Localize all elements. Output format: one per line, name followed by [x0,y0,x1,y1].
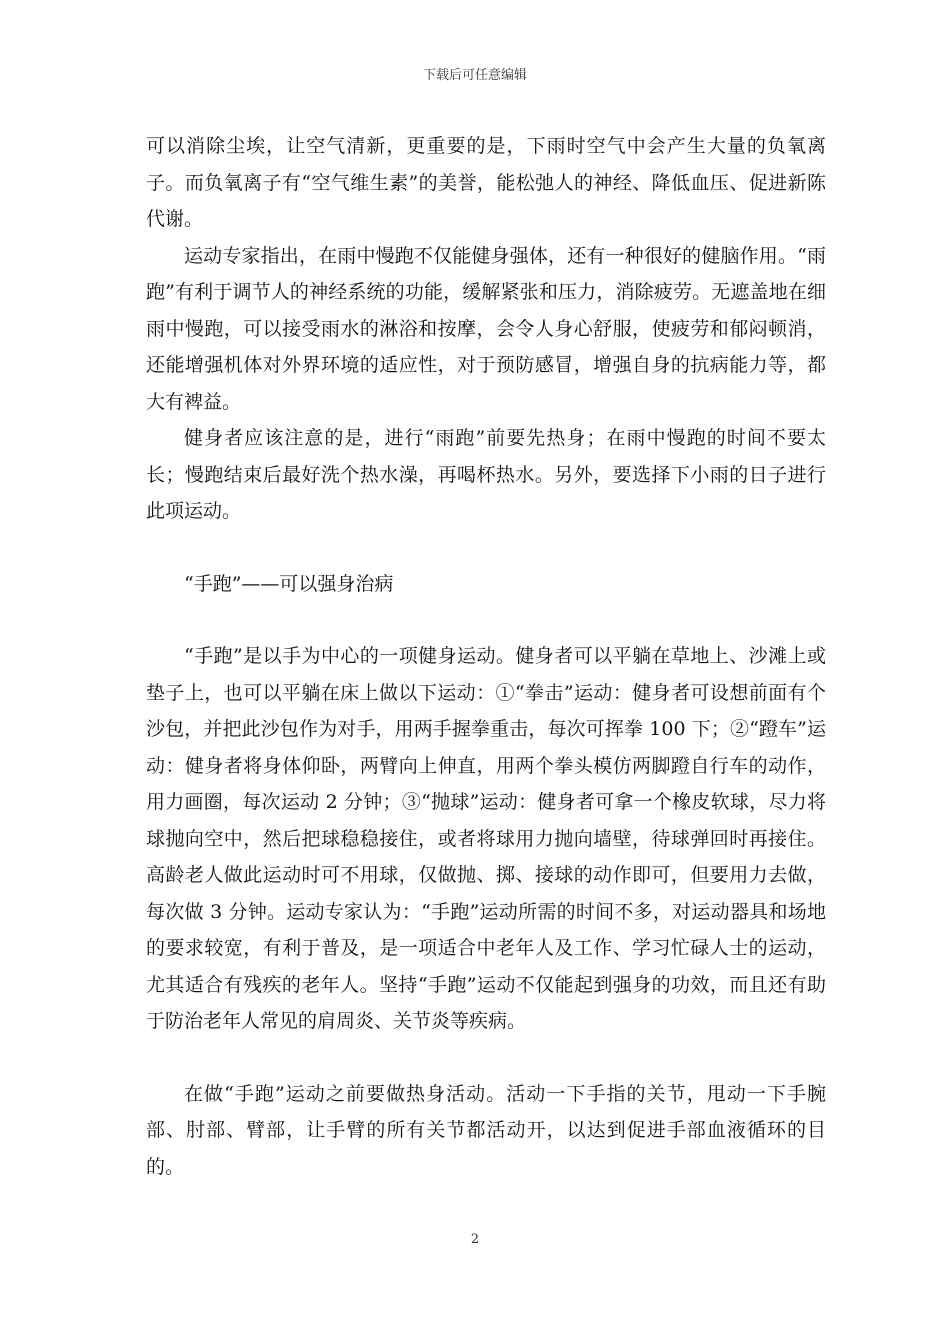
paragraph-warmup: 在做“手跑”运动之前要做热身活动。活动一下手指的关节，甩动一下手腕部、肘部、臂部，让手臂的所有关节都活动开，以达到促进手部血液循环的目的。 [146,1082,826,1178]
paragraph-rain-running-benefits: 运动专家指出，在雨中慢跑不仅能健身强体，还有一种很好的健脑作用。“雨跑”有利于调节人的神经系统的功能，缓解紧张和压力，消除疲劳。无遮盖地在细雨中慢跑，可以接受雨水的淋浴和按摩，会令人身心舒服，使疲劳和郁闷顿消，还能增强机体对外界环境的适应性，对于预防感冒，增强自身的抗病能力等，都大有裨益。 [146,244,826,413]
paragraph-rain-running-notes: 健身者应该注意的是，进行“雨跑”前要先热身；在雨中慢跑的时间不要太长；慢跑结束后最好洗个热水澡，再喝杯热水。另外，要选择下小雨的日子进行此项运动。 [146,427,826,522]
page-number: 2 [470,1232,480,1247]
paragraph-hand-running: “手跑”是以手为中心的一项健身运动。健身者可以平躺在草地上、沙滩上或垫子上，也可以平躺在床上做以下运动：①“拳击”运动：健身者可设想前面有个沙包，并把此沙包作为对手，用两手握拳重击，每次可挥拳 100 下；②“蹬车”运动：健身者将身体仰卧，两臂向上伸直，用两个拳头模仿两脚蹬自行车的动作，用力画圈，每次运动 2 分钟；③“抛球”运动：健身者可拿一个橡皮软球，尽力将球抛向空中，然后把球稳稳接住，或者将球用力抛向墙壁，待球弹回时再接住。高龄老人做此运动时可不用球，仅做抛、掷、接球的动作即可，但要用力去做，每次做 3 分钟。运动专家认为：“手跑”运动所需的时间不多，对运动器具和场地的要求较宽，有利于普及，是一项适合中老年人及工作、学习忙碌人士的运动，尤其适合有残疾的老年人。坚持“手跑”运动不仅能起到强身的功效，而且还有助于防治老年人常见的肩周炎、关节炎等疾病。 [146,645,826,1032]
paragraph-continuation: 可以消除尘埃，让空气清新，更重要的是，下雨时空气中会产生大量的负氧离子。而负氧离子有“空气维生素”的美誉，能松弛人的神经、降低血压、促进新陈代谢。 [146,135,826,230]
page-header: 下载后可任意编辑 [422,68,527,83]
document-body [146,128,826,1185]
section-heading: “手跑”——可以强身治病 [184,572,394,595]
